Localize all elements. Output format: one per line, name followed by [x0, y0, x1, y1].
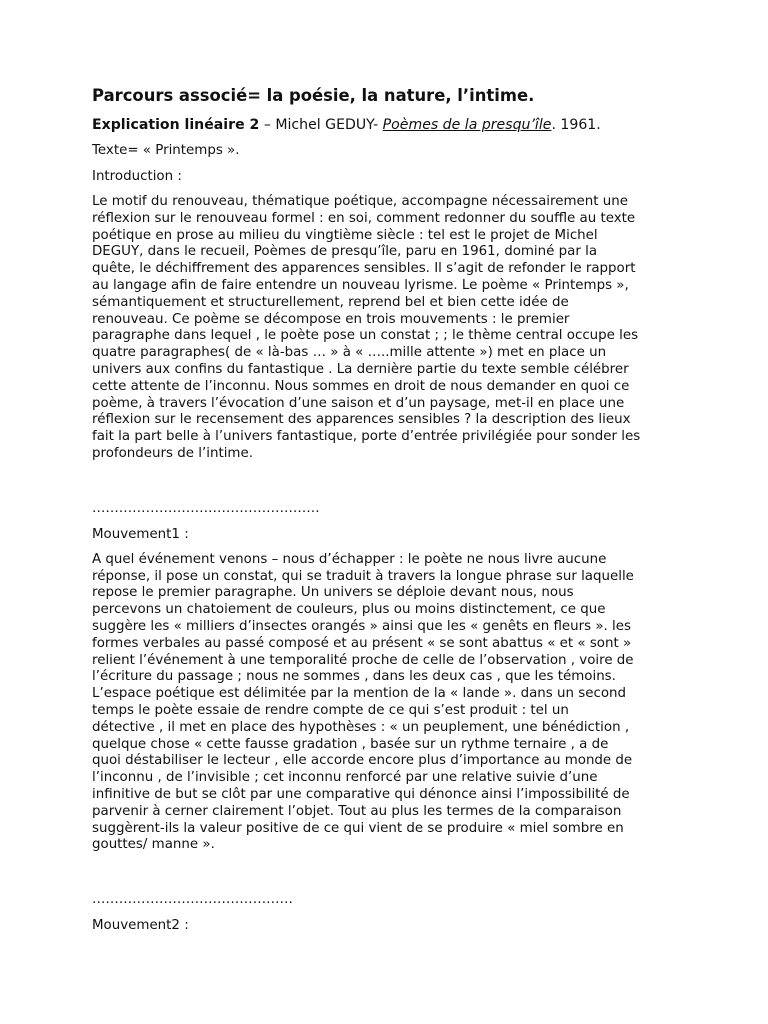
- texte-label: Texte= « Printemps ».: [92, 143, 240, 158]
- paragraph-line: Le motif du renouveau, thématique poétique, accompagne nécessairement une: [92, 194, 628, 209]
- paragraph-line: sémantiquement et structurellement, reprend bel et bien cette idée de: [92, 294, 569, 310]
- mouvement1-paragraph: [92, 552, 682, 854]
- paragraph-line: réflexion sur le recensement des apparences sensibles ? la description des lieux: [92, 412, 631, 428]
- paragraph-line: au langage afin de faire entendre un nouveau lyrisme. Le poème « Printemps »,: [92, 277, 629, 293]
- paragraph-line: repose le premier paragraphe. Un univers se déploie devant nous, nous: [92, 585, 574, 601]
- mouvement1-heading: Mouvement1 :: [92, 526, 189, 542]
- paragraph-line: infinitive de but se clôt par une comparative qui dénonce ainsi l’impossibilité de: [92, 786, 630, 802]
- paragraph-line: formes verbales au passé composé et au présent « se sont abattus « et « sont »: [92, 635, 632, 651]
- paragraph-line: poème, à travers l’évocation d’une saison et d’un paysage, met-il en place une: [92, 395, 625, 411]
- paragraph-line: l’écriture du passage ; nous ne sommes , dans les deux cas , que les témoins.: [92, 669, 616, 685]
- subtitle-year: . 1961.: [551, 117, 601, 133]
- paragraph-line: renouveau. Ce poème se décompose en trois mouvements : le premier: [92, 311, 570, 327]
- introduction-paragraph: [92, 194, 682, 463]
- introduction-heading: Introduction :: [92, 169, 182, 184]
- paragraph-line: réponse, il pose un constat, qui se traduit à travers la longue phrase sur laquelle: [92, 568, 634, 584]
- paragraph-line: quatre paragraphes( de « là-bas … » à « …..mille attente ») met en place un: [92, 345, 607, 361]
- document-page: [92, 84, 682, 943]
- paragraph-line: profondeurs de l’intime.: [92, 445, 253, 461]
- paragraph-line: A quel événement venons – nous d’échapper : le poète ne nous livre aucune: [92, 551, 607, 567]
- paragraph-line: DEGUY, dans le recueil, Poèmes de presqu’île, paru en 1961, dominé par la: [92, 244, 598, 260]
- subtitle-work-title: Poèmes de la presqu’île: [382, 117, 552, 133]
- separator-line: ……………………………………………: [92, 500, 320, 516]
- paragraph-line: percevons un chatoiement de couleurs, plus ou moins distinctement, ce que: [92, 602, 606, 618]
- paragraph-line: réflexion sur le renouveau formel : en soi, comment redonner du souffle au texte: [92, 210, 636, 226]
- paragraph-line: suggèrent-ils la valeur positive de ce qui vient de se produire « miel sombre en: [92, 820, 624, 836]
- paragraph-line: l’inconnu , de l’invisible ; cet inconnu renforcé par une relative suivie d’une: [92, 770, 598, 786]
- paragraph-line: fait la part belle à l’univers fantastique, porte d’entrée privilégiée pour sonder les: [92, 429, 641, 445]
- separator-line: ………………………………………: [92, 892, 293, 908]
- subtitle-author: – Michel GEDUY-: [259, 117, 383, 133]
- document-subtitle: [92, 115, 682, 135]
- paragraph-line: suggère les « milliers d’insectes orangés » ainsi que les « genêts en fleurs ». les: [92, 618, 631, 634]
- paragraph-line: L’espace poétique est délimitée par la mention de la « lande ». dans un second: [92, 686, 627, 702]
- mouvement2-heading: Mouvement2 :: [92, 918, 189, 934]
- paragraph-line: cette attente de l’inconnu. Nous sommes en droit de nous demander en quoi ce: [92, 378, 630, 394]
- paragraph-line: univers aux confins du fantastique . La dernière partie du texte semble célébrer: [92, 361, 629, 377]
- subtitle-prefix: Explication linéaire 2: [92, 117, 260, 133]
- paragraph-line: parvenir à cerner clairement l’objet. Tout au plus les termes de la comparaison: [92, 803, 622, 819]
- paragraph-line: quelque chose « cette fausse gradation , basée sur un rythme ternaire , a de: [92, 736, 609, 752]
- paragraph-line: quoi déstabiliser le lecteur , elle accorde encore plus d’importance au monde de: [92, 753, 633, 769]
- paragraph-line: relient l’événement à une temporalité proche de celle de l’observation , voire de: [92, 652, 634, 668]
- paragraph-line: quête, le déchiffrement des apparences sensibles. Il s’agit de refonder le rapport: [92, 261, 636, 277]
- paragraph-line: paragraphe dans lequel , le poète pose un constat ; ; le thème central occupe les: [92, 328, 639, 344]
- paragraph-line: détective , il met en place des hypothèses : « un peuplement, une bénédiction ,: [92, 719, 630, 735]
- paragraph-line: poétique en prose au milieu du vingtième siècle : tel est le projet de Michel: [92, 227, 598, 243]
- paragraph-line: temps le poète essaie de rendre compte de ce qui s’est produit : tel un: [92, 702, 569, 718]
- paragraph-line: gouttes/ manne ».: [92, 837, 215, 853]
- document-title: Parcours associé= la poésie, la nature, l’intime.: [92, 86, 535, 105]
